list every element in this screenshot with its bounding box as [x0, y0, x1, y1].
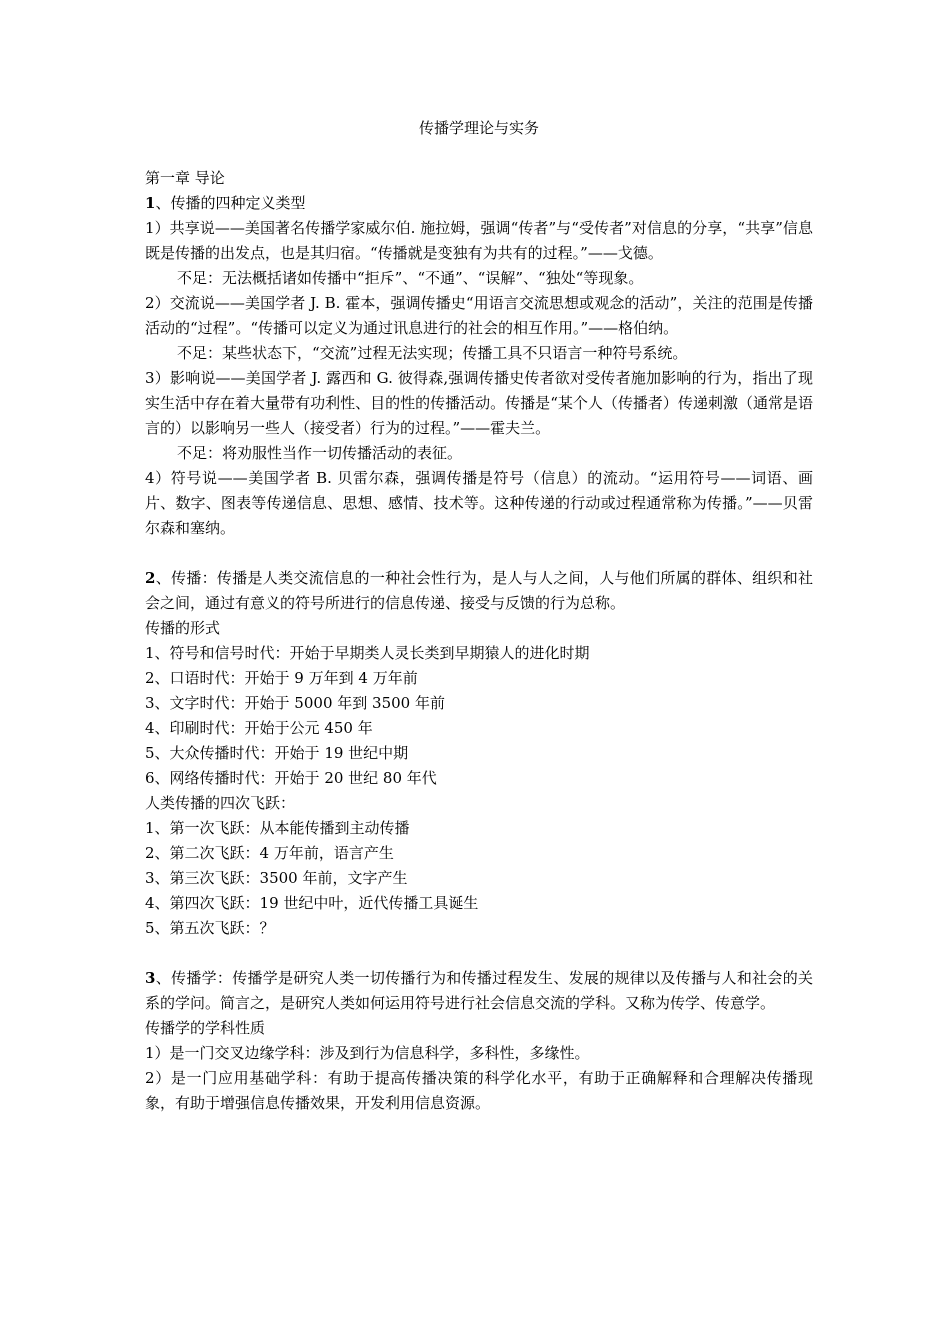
form-item: 5、大众传播时代：开始于 19 世纪中期: [145, 744, 409, 762]
forms-heading: 传播的形式: [145, 619, 221, 637]
document-title: 传播学理论与实务: [418, 119, 539, 137]
section-3-paragraph: [145, 966, 813, 1016]
leaps-heading: 人类传播的四次飞跃：: [145, 794, 296, 812]
form-item: 3、文字时代：开始于 5000 年到 3500 年前: [145, 694, 445, 712]
spacer: [145, 541, 813, 566]
leap-item: 1、第一次飞跃：从本能传播到主动传播: [145, 819, 410, 837]
nature-item: 1）是一门交叉边缘学科：涉及到行为信息科学，多科性，多缘性。: [145, 1044, 590, 1062]
definition-exchange: 2）交流说——美国学者 J. B. 霍本，强调传播史“用语言交流思想或观念的活动”，关注的范围是传播活动的“过程”。“传播可以定义为通过讯息进行的社会的相互作用。”——格伯纳。: [145, 294, 813, 337]
leap-item: 5、第五次飞跃：？: [145, 919, 275, 937]
leap-item: 2、第二次飞跃：4 万年前，语言产生: [145, 844, 394, 862]
definition-influence: 3）影响说——美国学者 J. 露西和 G. 彼得森,强调传播史传者欲对受传者施加影响的行为，指出了现实生活中存在着大量带有功利性、目的性的传播活动。传播是“某个人（传播者）传递刺激（通常是语言的）以影响另一些人（接受者）行为的过程。”——霍夫兰。: [145, 369, 813, 437]
definition-sharing-note: 不足：无法概括诸如传播中“拒斥”、“不通”、“误解”、“独处“等现象。: [177, 269, 644, 287]
section-1-number: 1: [145, 194, 156, 212]
nature-heading: 传播学的学科性质: [145, 1019, 266, 1037]
definition-symbol: 4）符号说——美国学者 B. 贝雷尔森，强调传播是符号（信息）的流动。“运用符号——词语、画片、数字、图表等传递信息、思想、感情、技术等。这种传递的行动或过程通常称为传播。”——贝雷尔森和塞纳。: [145, 469, 813, 537]
section-2-paragraph: [145, 566, 813, 616]
form-item: 4、印刷时代：开始于公元 450 年: [145, 719, 373, 737]
section-3-number: 3: [145, 969, 156, 987]
section-2-text: 、传播：传播是人类交流信息的一种社会性行为，是人与人之间，人与他们所属的群体、组织和社会之间，通过有意义的符号所进行的信息传递、接受与反馈的行为总称。: [145, 569, 813, 612]
chapter-heading: 第一章 导论: [145, 169, 225, 187]
spacer: [145, 941, 813, 966]
leap-item: 4、第四次飞跃：19 世纪中叶，近代传播工具诞生: [145, 894, 479, 912]
definition-exchange-note: 不足：某些状态下，“交流”过程无法实现；传播工具不只语言一种符号系统。: [177, 344, 688, 362]
section-1-heading: [145, 191, 813, 216]
section-3-text: 、传播学：传播学是研究人类一切传播行为和传播过程发生、发展的规律以及传播与人和社会的关系的学问。简言之，是研究人类如何运用符号进行社会信息交流的学科。又称为传学、传意学。: [145, 969, 813, 1012]
leap-item: 3、第三次飞跃：3500 年前，文字产生: [145, 869, 408, 887]
definition-sharing: 1）共享说——美国著名传播学家威尔伯. 施拉姆，强调“传者”与“受传者”对信息的分享，“共享”信息既是传播的出发点，也是其归宿。“传播就是变独有为共有的过程。”——戈德。: [145, 219, 813, 262]
document-page: [145, 116, 813, 1116]
nature-item: 2）是一门应用基础学科：有助于提高传播决策的科学化水平，有助于正确解释和合理解决传播现象，有助于增强信息传播效果，开发利用信息资源。: [145, 1069, 813, 1112]
section-2-number: 2: [145, 569, 156, 587]
section-1-title: 、传播的四种定义类型: [155, 194, 306, 212]
form-item: 1、符号和信号时代：开始于早期类人灵长类到早期猿人的进化时期: [145, 644, 590, 662]
definition-influence-note: 不足：将劝服性当作一切传播活动的表征。: [177, 444, 463, 462]
form-item: 2、口语时代：开始于 9 万年到 4 万年前: [145, 669, 418, 687]
form-item: 6、网络传播时代：开始于 20 世纪 80 年代: [145, 769, 437, 787]
